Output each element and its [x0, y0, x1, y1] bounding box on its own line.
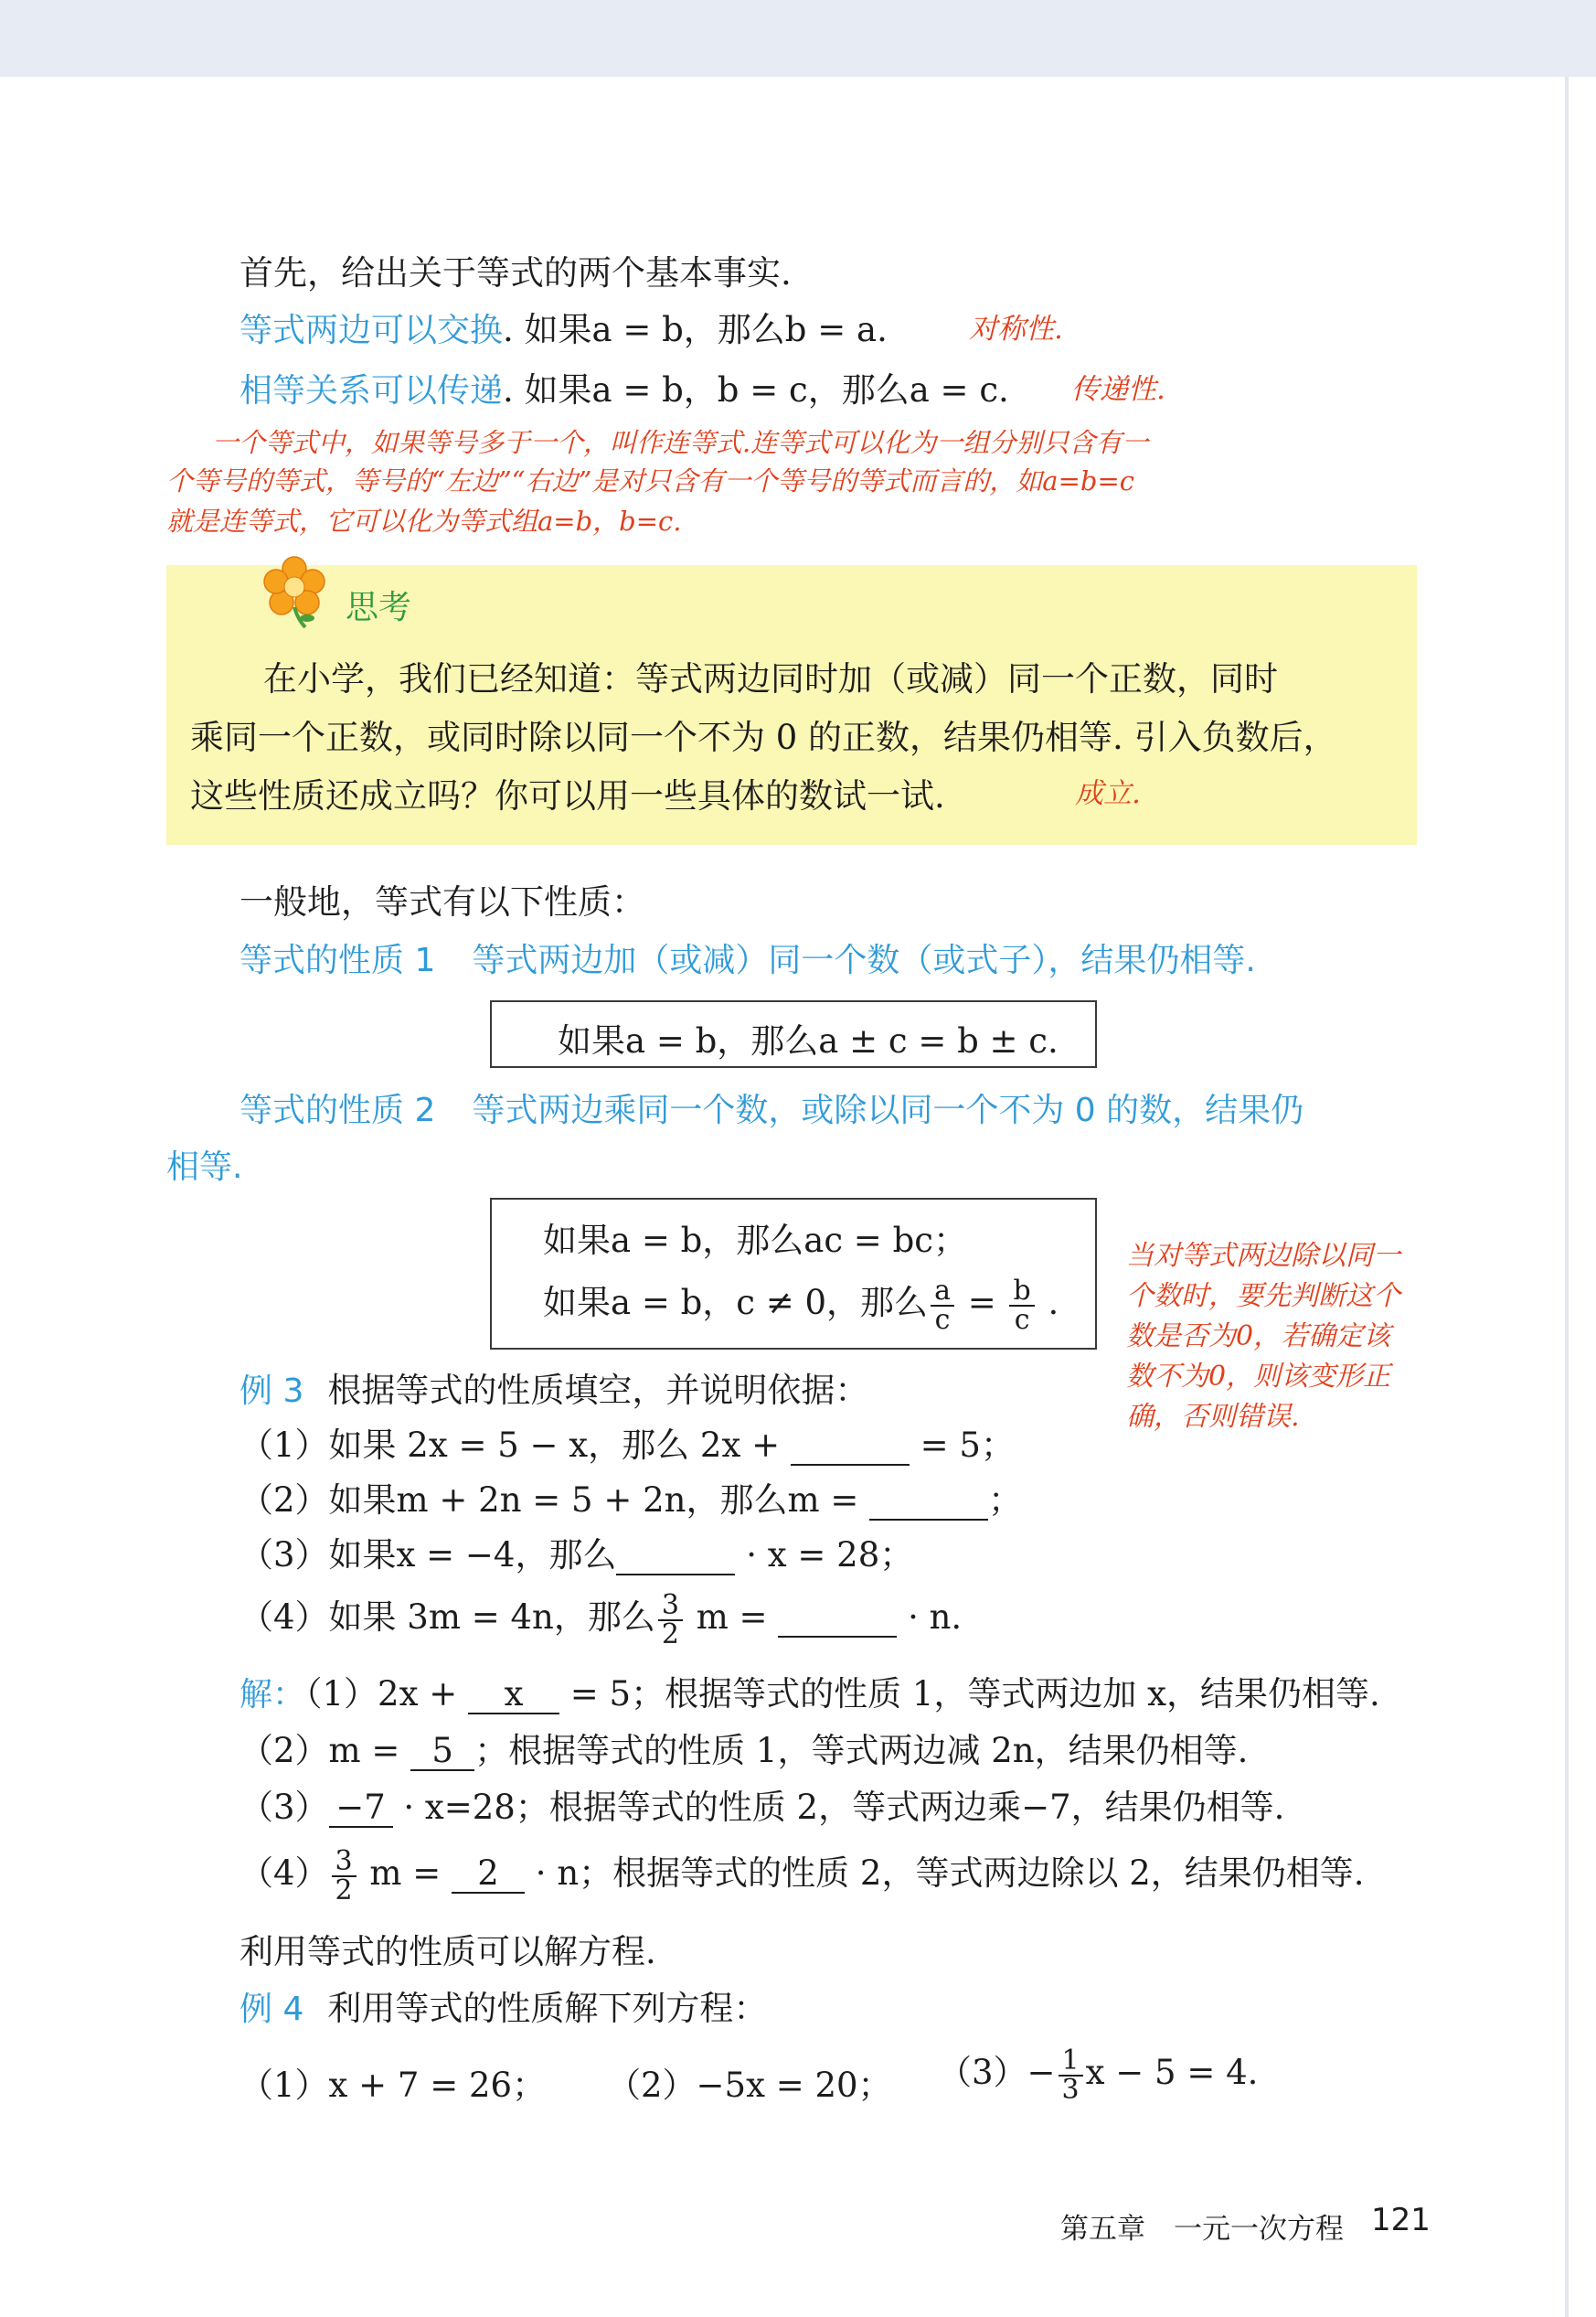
fraction-numerator: 3	[658, 1592, 683, 1621]
example-3-q4-mid: m =	[696, 1597, 768, 1637]
scan-top-band	[0, 0, 1596, 77]
filled-blank: 2	[452, 1856, 525, 1894]
use-properties-text: 利用等式的性质可以解方程.	[239, 1932, 656, 1971]
solution-label: 解：	[239, 1676, 306, 1714]
fraction-numerator: a	[931, 1277, 954, 1307]
property-2-label: 等式的性质 2	[239, 1092, 436, 1129]
solution-3-tail: · x=28；根据等式的性质 2，等式两边乘−7，结果仍相等.	[403, 1788, 1285, 1827]
example-3-q3-text: （3）如果x = −4，那么	[239, 1535, 617, 1575]
fact-transitive-title: 相等关系可以传递	[239, 372, 504, 410]
filled-blank: x	[468, 1677, 559, 1714]
fraction-denominator: 2	[661, 1618, 679, 1650]
property-1-formula-box	[490, 1000, 1097, 1068]
example-3-q2	[239, 1472, 1022, 1522]
example-3-q1-tail: = 5；	[920, 1425, 1015, 1465]
fact-symmetric	[239, 302, 888, 351]
solution-3	[239, 1779, 1284, 1829]
solution-4-tail: · n；根据等式的性质 2，等式两边除以 2，结果仍相等.	[535, 1853, 1365, 1893]
property-2-formula-2: 如果a = b，c ≠ 0，那么 $\frac{a}{c}$ = $\frac{b}{c}$ .	[543, 1274, 1059, 1336]
note-symmetric: 对称性.	[969, 313, 1063, 346]
think-title: 思考	[346, 589, 412, 626]
example-4-eq-2: （2）−5x = 20；	[607, 2066, 892, 2105]
property-1	[239, 934, 1256, 981]
solution-2	[239, 1723, 1248, 1772]
fraction-a-over-c	[931, 1274, 954, 1336]
example-3-q4-tail: · n.	[908, 1597, 963, 1637]
solution-1	[239, 1666, 1380, 1715]
example-4-eq-3-tail: x − 5 = 4.	[1085, 2053, 1259, 2092]
fraction-denominator: c	[934, 1303, 951, 1336]
property-1-text: 等式两边加（或减）同一个数（或式子），结果仍相等.	[472, 942, 1256, 979]
property-2-text-cont: 相等.	[166, 1148, 243, 1186]
fraction-three-halves	[332, 1844, 356, 1906]
think-answer: 成立.	[1075, 777, 1141, 810]
property-2-formula-box	[490, 1198, 1097, 1350]
general-intro: 一般地，等式有以下性质：	[239, 882, 645, 922]
fraction-one-third	[1059, 2044, 1083, 2106]
annotation-line-1: 一个等式中，如果等号多于一个，叫作连等式.连等式可以化为一组分别只含有一	[212, 427, 1149, 458]
fact-transitive-body: . 如果a = b，b = c，那么a = c.	[503, 370, 1009, 410]
think-line-1: 在小学，我们已经知道：等式两边同时加（或减）同一个正数，同时	[263, 659, 1278, 699]
example-3-q2-text: （2）如果m + 2n = 5 + 2n，那么m =	[239, 1480, 859, 1520]
example-3-label: 例 3	[239, 1372, 304, 1410]
annotation-line-3: 就是连等式，它可以化为等式组a=b，b=c.	[166, 506, 682, 537]
fact-symmetric-title: 等式两边可以交换	[239, 312, 504, 349]
fraction-numerator: 1	[1059, 2047, 1083, 2077]
annotation-line-2: 个等号的等式，等号的“左边”“右边”是对只含有一个等号的等式而言的，如a=b=c	[166, 465, 1134, 496]
example-3-q2-tail: ；	[988, 1480, 1023, 1520]
side-note: 当对等式两边除以同一个数时，要先判断这个数是否为0，若确定该数不为0，则该变形正确，否则错误.	[1126, 1240, 1400, 1433]
fraction-b-over-c	[1009, 1274, 1034, 1336]
flower-icon	[258, 552, 331, 629]
example-3-q1	[239, 1417, 1015, 1467]
example-3-q3-tail: · x = 28；	[746, 1535, 914, 1575]
property-2-text: 等式两边乘同一个数，或除以同一个不为 0 的数，结果仍	[472, 1092, 1304, 1129]
page-number: 121	[1371, 2202, 1431, 2238]
solution-4-mid: m =	[369, 1853, 442, 1893]
example-3-q3	[239, 1527, 913, 1576]
page-right-edge	[1565, 77, 1569, 2317]
fraction-denominator: c	[1014, 1303, 1030, 1336]
property-1-label: 等式的性质 1	[239, 942, 436, 979]
intro-text: 首先，给出关于等式的两个基本事实.	[239, 253, 792, 293]
example-3-q1-text: （1）如果 2x = 5 − x，那么 2x +	[239, 1425, 781, 1465]
solution-4-text: （4）	[239, 1853, 329, 1893]
solution-1-tail: = 5；根据等式的性质 1，等式两边加 x，结果仍相等.	[569, 1674, 1380, 1714]
solution-2-tail: ；根据等式的性质 1，等式两边减 2n，结果仍相等.	[474, 1731, 1249, 1770]
example-4-eq-3	[938, 2045, 1258, 2104]
answer-blank	[616, 1538, 735, 1575]
example-4-eq-1: （1）x + 7 = 26；	[239, 2066, 547, 2105]
fact-transitive	[239, 362, 1009, 411]
example-3-title: 根据等式的性质填空，并说明依据：	[327, 1371, 869, 1410]
answer-blank	[869, 1483, 988, 1521]
example-3-q4-text: （4）如果 3m = 4n，那么	[239, 1597, 655, 1637]
filled-blank: −7	[329, 1790, 393, 1828]
fraction-denominator: 2	[335, 1874, 353, 1906]
answer-blank	[778, 1600, 897, 1638]
solution-2-text: （2）m =	[239, 1731, 400, 1770]
property-2-formula-1: 如果a = b，那么ac = bc；	[543, 1221, 967, 1260]
solution-4	[239, 1845, 1365, 1905]
fraction-numerator: 3	[332, 1848, 356, 1877]
example-4-title: 利用等式的性质解下列方程：	[327, 1989, 768, 2028]
answer-blank	[791, 1428, 910, 1466]
fraction-three-halves	[658, 1588, 683, 1650]
fraction-denominator: 3	[1061, 2073, 1080, 2106]
fraction-numerator: b	[1009, 1277, 1034, 1307]
solution-3-text: （3）	[239, 1788, 329, 1827]
note-transitive: 传递性.	[1071, 373, 1165, 406]
example-4-heading	[239, 1981, 767, 2030]
property-2-formula-2-text: 如果a = b，c ≠ 0，那么	[543, 1283, 929, 1322]
example-4-eq-3-text: （3）−	[938, 2053, 1056, 2092]
chapter-footer: 第五章 一元一次方程	[1060, 2213, 1344, 2246]
property-2	[239, 1084, 1303, 1131]
example-3-q4	[239, 1589, 962, 1649]
solution-1-text: （1）2x +	[305, 1674, 458, 1714]
think-line-2: 乘同一个正数，或同时除以同一个不为 0 的正数，结果仍相等. 引入负数后，	[190, 718, 1337, 757]
fact-symmetric-body: . 如果a = b，那么b = a.	[503, 310, 888, 349]
example-3-heading	[239, 1362, 868, 1412]
think-line-3: 这些性质还成立吗？你可以用一些具体的数试一试.	[190, 776, 945, 816]
example-4-label: 例 4	[239, 1991, 304, 2028]
property-1-formula: 如果a = b，那么a ± c = b ± c.	[558, 1021, 1059, 1061]
filled-blank: 5	[410, 1734, 474, 1771]
